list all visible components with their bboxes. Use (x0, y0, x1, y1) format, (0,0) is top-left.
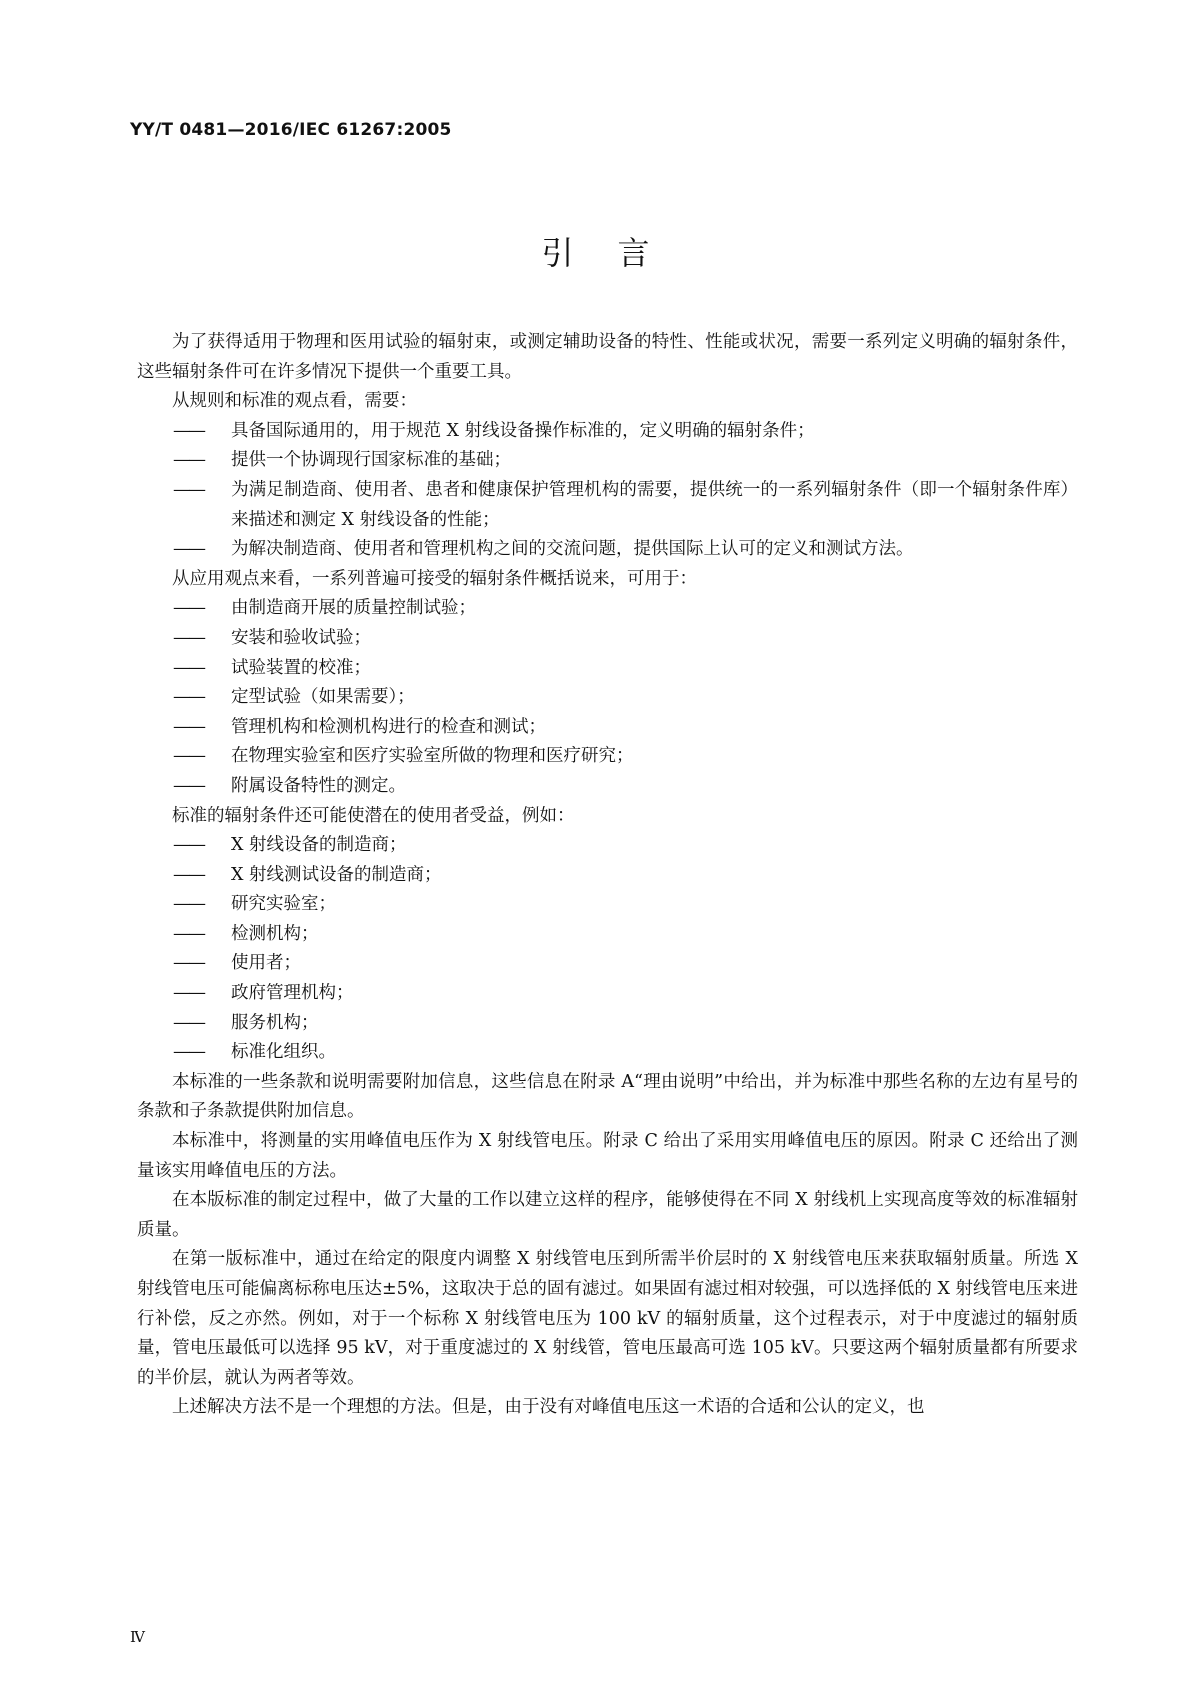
list-item (173, 624, 1078, 654)
paragraph: 标准的辐射条件还可能使潜在的使用者受益，例如： (172, 805, 575, 826)
dash-marker: —— (173, 657, 204, 678)
list-item (173, 476, 1078, 535)
list-item-text: 提供一个协调现行国家标准的基础； (231, 450, 511, 471)
dash-marker: —— (173, 746, 204, 767)
list-item-text: 试验装置的校准； (231, 657, 371, 678)
list-item-text: 政府管理机构； (231, 983, 354, 1004)
dash-marker: —— (173, 1012, 204, 1033)
list-item-text: X 射线设备的制造商； (231, 835, 407, 856)
list-item (173, 594, 1078, 624)
page-number: Ⅳ (130, 1628, 145, 1646)
dash-marker: —— (173, 479, 204, 500)
list-item (173, 949, 1078, 979)
paragraph: 上述解决方法不是一个理想的方法。但是，由于没有对峰值电压这一术语的合适和公认的定义，也 (172, 1397, 925, 1418)
list-item (173, 979, 1078, 1009)
dash-marker: —— (173, 420, 204, 441)
list-item-text: 在物理实验室和医疗实验室所做的物理和医疗研究； (231, 746, 634, 767)
dash-marker: —— (173, 1042, 204, 1063)
dash-marker: —— (173, 864, 204, 885)
dash-marker: —— (173, 953, 204, 974)
paragraph: 在本版标准的制定过程中，做了大量的工作以建立这样的程序，能够使得在不同 X 射线机上实现高度等效的标准辐射质量。 (137, 1190, 1078, 1240)
list-item (173, 1038, 1078, 1068)
list-item-text: 为满足制造商、使用者、患者和健康保护管理机构的需要，提供统一的一系列辐射条件（即一个辐射条件库）来描述和测定 X 射线设备的性能； (231, 479, 1078, 530)
dash-marker: —— (173, 835, 204, 856)
paragraph: 本标准中，将测量的实用峰值电压作为 X 射线管电压。附录 C 给出了采用实用峰值电压的原因。附录 C 还给出了测量该实用峰值电压的方法。 (137, 1131, 1078, 1181)
list-item (173, 890, 1078, 920)
dash-marker: —— (173, 716, 204, 737)
list-item-text: 定型试验（如果需要）； (231, 687, 415, 708)
dash-marker: —— (173, 775, 204, 796)
dash-marker: —— (173, 687, 204, 708)
introduction-body (137, 328, 1079, 1423)
list-item-text: 服务机构； (231, 1012, 319, 1033)
standard-code: YY/T 0481—2016/IEC 61267:2005 (130, 120, 452, 140)
dash-marker: —— (173, 894, 204, 915)
list-item (173, 654, 1078, 684)
paragraph: 为了获得适用于物理和医用试验的辐射束，或测定辅助设备的特性、性能或状况，需要一系列定义明确的辐射条件，这些辐射条件可在许多情况下提供一个重要工具。 (137, 332, 1078, 382)
paragraph: 本标准的一些条款和说明需要附加信息，这些信息在附录 A“理由说明”中给出，并为标准中那些名称的左边有星号的条款和子条款提供附加信息。 (137, 1071, 1078, 1122)
list-item-text: 安装和验收试验； (231, 627, 371, 648)
list-item-text: 检测机构； (231, 923, 319, 944)
paragraph: 在第一版标准中，通过在给定的限度内调整 X 射线管电压到所需半价层时的 X 射线管电压来获取辐射质量。所选 X 射线管电压可能偏离标称电压达±5%，这取决于总的固有滤过。如果固有滤过相对较强，可以选择低的 X 射线管电压来进行补偿，反之亦然。例如，对于一个标称 X 射线管电压为 100 kV 的辐射质量，这个过程表示，对于中度滤过的辐射质量，管电压最低可以选择 95 kV，对于重度滤过的 X 射线管，管电压最高可选 105 kV。只要这两个辐射质量都有所要求的半价层，就认为两者等效。 (137, 1249, 1079, 1388)
list-item-text: 标准化组织。 (231, 1042, 336, 1063)
dash-marker: —— (173, 983, 204, 1004)
list-item (173, 535, 1078, 565)
list-item-text: 研究实验室； (231, 894, 336, 915)
dash-marker: —— (173, 450, 204, 471)
list-item-text: 使用者； (231, 953, 301, 974)
list-item (173, 772, 1078, 802)
list-item (173, 417, 1078, 447)
paragraph: 从应用观点来看，一系列普遍可接受的辐射条件概括说来，可用于： (172, 568, 697, 589)
paragraph: 从规则和标准的观点看，需要： (172, 391, 417, 412)
list-item-text: 由制造商开展的质量控制试验； (231, 598, 476, 619)
list-item (173, 920, 1078, 950)
dash-marker: —— (173, 627, 204, 648)
list-item-text: 附属设备特性的测定。 (231, 775, 406, 796)
list-item (173, 861, 1078, 891)
list-item-text: 为解决制造商、使用者和管理机构之间的交流问题，提供国际上认可的定义和测试方法。 (231, 539, 914, 560)
list-item (173, 742, 1078, 772)
dash-marker: —— (173, 598, 204, 619)
list-item-text: 具备国际通用的，用于规范 X 射线设备操作标准的，定义明确的辐射条件； (231, 420, 815, 441)
dash-marker: —— (173, 539, 204, 560)
page-title: 引言 (541, 234, 694, 272)
list-item (173, 683, 1078, 713)
list-item-text: X 射线测试设备的制造商； (231, 864, 442, 885)
list-item (173, 446, 1078, 476)
list-item-text: 管理机构和检测机构进行的检查和测试； (231, 716, 546, 737)
list-item (173, 1009, 1078, 1039)
list-item (173, 831, 1078, 861)
list-item (173, 713, 1078, 743)
dash-marker: —— (173, 923, 204, 944)
